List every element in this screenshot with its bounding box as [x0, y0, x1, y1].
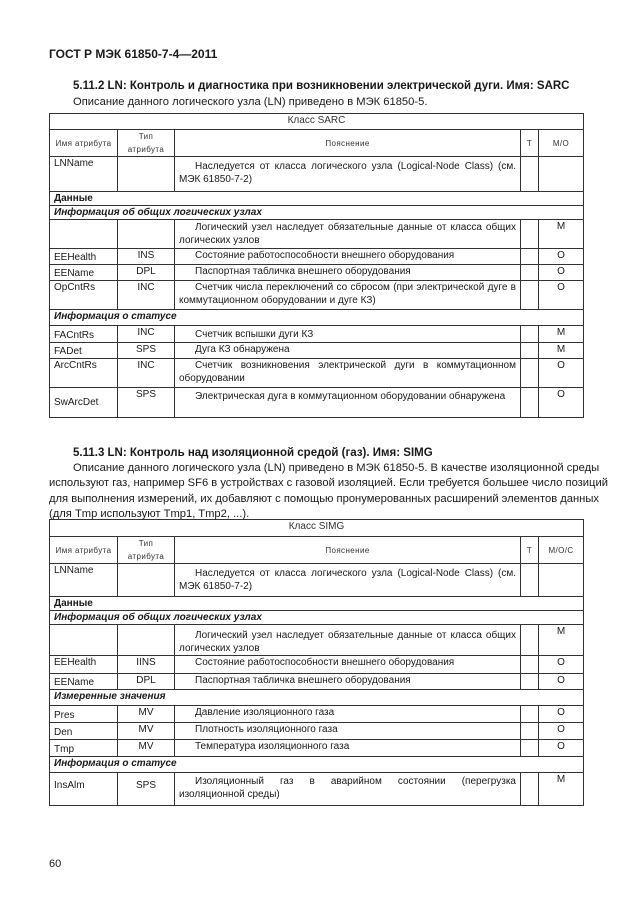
attr-mo: M	[539, 625, 584, 656]
attr-explanation: Паспортная табличка внешнего оборудования	[195, 266, 411, 277]
col-header-t: T	[521, 537, 539, 564]
attr-mo: O	[539, 656, 584, 674]
col-header-type: Тип атрибута	[118, 130, 175, 157]
section-desc-sarc: Описание данного логического узла (LN) приведено в МЭК 61850-5.	[73, 96, 428, 108]
attr-explanation: Наследуется от класса логического узла (Logical-Node Class) (см. МЭК 61850-7-2)	[179, 568, 516, 592]
table-row	[50, 674, 584, 690]
attr-type: INC	[118, 281, 175, 310]
attr-type: DPL	[118, 265, 175, 281]
attr-name: OpCntRs	[50, 281, 118, 310]
attr-name: FADet	[50, 343, 118, 359]
table-row	[50, 326, 584, 343]
attr-explanation: Давление изоляционного газа	[195, 707, 335, 718]
attr-name: EEName	[50, 674, 118, 690]
attr-explanation: Состояние работоспособности внешнего оборудования	[195, 250, 455, 261]
attr-mo: O	[539, 723, 584, 740]
attr-mo: M	[539, 343, 584, 359]
attr-mo: O	[539, 249, 584, 265]
attr-type: INS	[118, 249, 175, 265]
col-header-t: T	[521, 130, 539, 157]
class-title: Класс SIMG	[50, 520, 584, 537]
group-status: Информация о статусе	[50, 310, 584, 326]
group-status: Информация о статусе	[50, 757, 584, 773]
col-header-explanation: Пояснение	[175, 130, 521, 157]
col-header-moc: М/О/С	[539, 537, 584, 564]
table-row	[50, 773, 584, 806]
group-common-ln: Информация об общих логических узлах	[50, 611, 584, 625]
section-desc-simg-line3: для выполнения измерений, их добавляют с помощью пронумерованных расширений элементов данных	[49, 493, 599, 505]
attr-mo: O	[539, 265, 584, 281]
col-header-mo: М/О	[539, 130, 584, 157]
attr-name: LNName	[50, 157, 118, 192]
attr-type: MV	[118, 723, 175, 740]
attr-explanation: Температура изоляционного газа	[195, 741, 350, 752]
attr-mo: O	[539, 281, 584, 310]
section-desc-simg-line2: используют газ, например SF6 в устройствах с газовой изоляцией. Если требуется большее число позиций	[49, 477, 608, 489]
document-header: ГОСТ Р МЭК 61850-7-4—2011	[49, 47, 218, 61]
col-header-type: Тип атрибута	[118, 537, 175, 564]
attr-name: FACntRs	[50, 326, 118, 343]
col-header-name: Имя атрибута	[50, 537, 118, 564]
table-simg	[49, 519, 584, 806]
table-row	[50, 281, 584, 310]
attr-explanation: Логический узел наследует обязательные данные от класса общих логических узлов	[179, 630, 516, 654]
attr-name: Tmp	[50, 740, 118, 757]
attr-name: Den	[50, 723, 118, 740]
attr-mo: M	[539, 773, 584, 806]
section-desc-simg-line4: (для Tmp используют Tmp1, Tmp2, ...).	[49, 508, 250, 520]
attr-name: Pres	[50, 706, 118, 723]
section-title-sarc: 5.11.2 LN: Контроль и диагностика при возникновении электрической дуги. Имя: SARC	[73, 80, 570, 92]
attr-name: LNName	[50, 564, 118, 597]
table-row	[50, 249, 584, 265]
attr-name: EEHealth	[50, 249, 118, 265]
section-title-simg: 5.11.3 LN: Контроль над изоляционной средой (газ). Имя: SIMG	[73, 447, 433, 459]
attr-type: DPL	[118, 674, 175, 690]
attr-mo: O	[539, 674, 584, 690]
col-header-name: Имя атрибута	[50, 130, 118, 157]
attr-type: MV	[118, 740, 175, 757]
attr-mo: O	[539, 740, 584, 757]
attr-explanation: Паспортная табличка внешнего оборудования	[195, 675, 411, 686]
table-row	[50, 359, 584, 388]
col-header-explanation: Пояснение	[175, 537, 521, 564]
group-data: Данные	[50, 192, 584, 206]
section-desc-simg-line1: Описание данного логического узла (LN) приведено в МЭК 61850-5. В качестве изоляционной среды	[73, 462, 600, 474]
table-row	[50, 723, 584, 740]
attr-explanation: Счетчик числа переключений со сбросом (при электрической дуге в коммутационном оборудовании и дуге КЗ)	[179, 282, 516, 306]
table-row	[50, 656, 584, 674]
attr-type: INC	[118, 326, 175, 343]
attr-explanation: Дуга КЗ обнаружена	[195, 344, 290, 355]
attr-type: SPS	[118, 343, 175, 359]
attr-explanation: Электрическая дуга в коммутационном оборудовании обнаружена	[195, 391, 506, 402]
class-title: Класс SARC	[50, 114, 584, 130]
group-common-ln: Информация об общих логических узлах	[50, 206, 584, 220]
attr-explanation: Состояние работоспособности внешнего оборудования	[195, 657, 455, 668]
attr-type: IINS	[118, 656, 175, 674]
attr-mo: M	[539, 220, 584, 249]
attr-name: InsAlm	[50, 773, 118, 806]
table-row	[50, 706, 584, 723]
attr-mo: O	[539, 388, 584, 418]
table-row	[50, 343, 584, 359]
attr-explanation: Логический узел наследует обязательные данные от класса общих логических узлов	[179, 222, 516, 246]
attr-explanation: Счетчик возникновения электрической дуги в коммутационном оборудовании	[179, 360, 516, 384]
attr-type: MV	[118, 706, 175, 723]
group-measured: Измеренные значения	[50, 690, 584, 706]
attr-mo: O	[539, 359, 584, 388]
attr-type: SPS	[118, 773, 175, 806]
attr-mo: O	[539, 706, 584, 723]
attr-name: SwArcDet	[50, 388, 118, 418]
table-row	[50, 388, 584, 418]
page-number: 60	[49, 858, 62, 870]
table-row	[50, 740, 584, 757]
attr-explanation: Наследуется от класса логического узла (Logical-Node Class) (см. МЭК 61850-7-2)	[179, 161, 516, 185]
attr-name: EEHealth	[50, 656, 118, 674]
attr-explanation: Счетчик вспышки дуги КЗ	[195, 329, 314, 340]
attr-type: INC	[118, 359, 175, 388]
attr-explanation: Плотность изоляционного газа	[195, 724, 338, 735]
table-row	[50, 265, 584, 281]
attr-explanation: Изоляционный газ в аварийном состоянии (перегрузка изоляционной среды)	[179, 776, 516, 800]
attr-name: ArcCntRs	[50, 359, 118, 388]
table-sarc	[49, 113, 584, 418]
attr-name: EEName	[50, 265, 118, 281]
group-data: Данные	[50, 597, 584, 611]
attr-type: SPS	[118, 388, 175, 418]
attr-mo: M	[539, 326, 584, 343]
